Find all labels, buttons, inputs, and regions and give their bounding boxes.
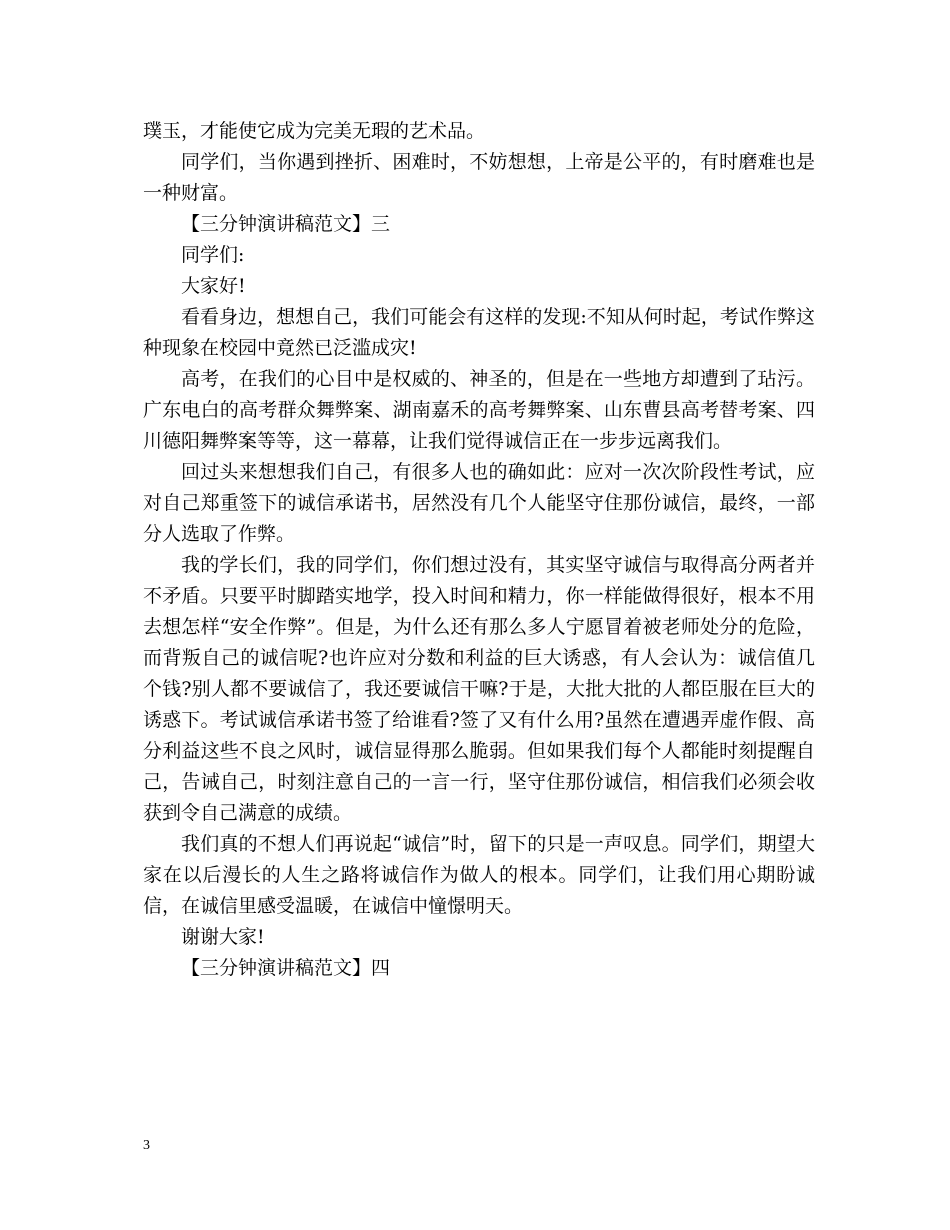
paragraph: 回过头来想想我们自己，有很多人也的确如此：应对一次次阶段性考试，应对自己郑重签下的诚信承诺书，居然没有几个人能坚守住那份诚信，最终，一部分人选取了作弊。 bbox=[143, 461, 815, 545]
section-heading: 【三分钟演讲稿范文】四 bbox=[181, 957, 391, 979]
section-heading: 【三分钟演讲稿范文】三 bbox=[181, 213, 391, 235]
page-number: 3 bbox=[143, 1138, 150, 1153]
paragraph: 我们真的不想人们再说起“诚信”时，留下的只是一声叹息。同学们，期望大家在以后漫长的人生之路将诚信作为做人的根本。同学们，让我们用心期盼诚信，在诚信里感受温暖，在诚信中憧憬明天。 bbox=[143, 833, 815, 917]
document-body bbox=[143, 116, 815, 984]
paragraph: 我的学长们，我的同学们，你们想过没有，其实坚守诚信与取得高分两者并不矛盾。只要平时脚踏实地学，投入时间和精力，你一样能做得很好，根本不用去想怎样“安全作弊”。但是，为什么还有那么多人宁愿冒着被老师处分的危险，而背叛自己的诚信呢?也许应对分数和利益的巨大诱惑，有人会认为：诚信值几个钱?别人都不要诚信了，我还要诚信干嘛?于是，大批大批的人都臣服在巨大的诱惑下。考试诚信承诺书签了给谁看?签了又有什么用?虽然在遭遇弄虚作假、高分利益这些不良之风时，诚信显得那么脆弱。但如果我们每个人都能时刻提醒自己，告诫自己，时刻注意自己的一言一行，坚守住那份诚信，相信我们必须会收获到令自己满意的成绩。 bbox=[143, 554, 815, 824]
closing: 谢谢大家! bbox=[181, 926, 265, 948]
greeting: 大家好! bbox=[181, 275, 246, 297]
paragraph: 同学们，当你遇到挫折、困难时，不妨想想，上帝是公平的，有时磨难也是一种财富。 bbox=[143, 151, 815, 204]
paragraph: 看看身边，想想自己，我们可能会有这样的发现:不知从何时起，考试作弊这种现象在校园中竟然已泛滥成灾! bbox=[143, 306, 815, 359]
paragraph: 高考，在我们的心目中是权威的、神圣的，但是在一些地方却遭到了玷污。广东电白的高考群众舞弊案、湖南嘉禾的高考舞弊案、山东曹县高考替考案、四川德阳舞弊案等等，这一幕幕，让我们觉得诚信正在一步步远离我们。 bbox=[143, 368, 815, 452]
paragraph: 璞玉，才能使它成为完美无瑕的艺术品。 bbox=[143, 120, 486, 142]
salutation: 同学们: bbox=[181, 244, 245, 266]
